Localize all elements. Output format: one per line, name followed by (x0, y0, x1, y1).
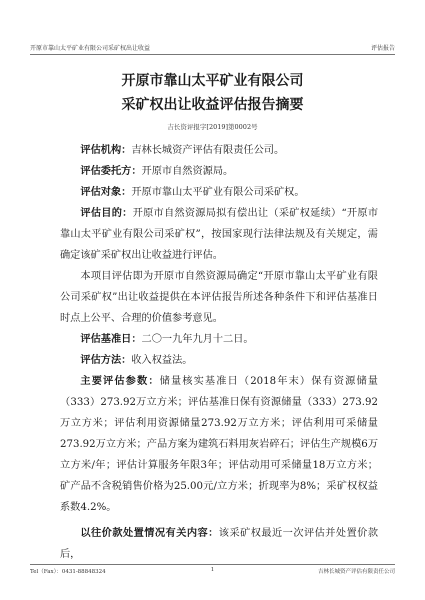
header-right: 评估报告 (370, 45, 395, 52)
para-client: 评估委托方：开原市自然资源局。 (80, 165, 234, 177)
object-value: 开原市靠山太平矿业有限公司采矿权。 (131, 187, 305, 198)
date-value: 二〇一九年九月十二日。 (141, 334, 254, 345)
org-label: 评估机构 (80, 144, 122, 156)
para-params: 主要评估参数：储量核实基准日（2018年末）保有资源储量（333）273.92万立方米；评估基准日保有资源储量（333）273.92万立方米；评估利用资源储量273.92万立方米；评估利用可采储量273.92万立方米；产品方案为建筑石料用灰岩碎石；评估生产规模6万立方米/年；评估计算服务年限3年；评估动用可采储量18万立方米；矿产品不含税销售价格为25.00元/立方米；折现率为8%；采矿权权益系数4.2%。 (60, 375, 378, 513)
para-history: 以往价款处置情况有关内容：该采矿权最近一次评估并处置价款后， (60, 527, 379, 560)
method-value: 收入权益法。 (131, 355, 193, 366)
method-label: 评估方法 (80, 354, 122, 366)
para-description: 本项目评估即为开原市自然资源局确定“开原市靠山太平矿业有限公司采矿权”出让收益提供在本评估报告所述各种条件下和评估基准日时点上公平、合理的价值参考意见。 (60, 271, 378, 324)
purpose-label: 评估目的 (80, 207, 123, 219)
title-line-2: 采矿权出让收益评估报告摘要 (121, 97, 304, 113)
org-value: 吉林长城资产评估有限责任公司。 (131, 145, 285, 156)
para-date: 评估基准日：二〇一九年九月十二日。 (80, 333, 254, 345)
page-header (30, 42, 395, 55)
client-value: 开原市自然资源局。 (141, 166, 234, 177)
para-org: 评估机构：吉林长城资产评估有限责任公司。 (80, 144, 285, 156)
history-label: 以往价款处置情况有关内容 (80, 527, 209, 539)
client-label: 评估委托方 (80, 165, 132, 177)
params-label: 主要评估参数 (80, 375, 149, 387)
footer-tel: Tel（Fax）：0431-88848324 (30, 569, 106, 575)
date-label: 评估基准日 (80, 333, 132, 345)
para-purpose: 评估目的：开原市自然资源局拟有偿出让（采矿权延续）“开原市靠山太平矿业有限公司采矿权”，按国家现行法律法规及有关规定，需确定该矿采矿权出让收益进行评估。 (60, 207, 379, 261)
object-label: 评估对象 (80, 186, 122, 198)
summary-body (60, 140, 378, 565)
purpose-value: 开原市自然资源局拟有偿出让（采矿权延续）“开原市靠山太平矿业有限公司采矿权”，按国家现行法律法规及有关规定，需确定该矿采矿权出让收益进行评估。 (60, 208, 379, 261)
params-value: 储量核实基准日（2018年末）保有资源储量（333）273.92万立方米；评估基准日保有资源储量（333）273.92万立方米；评估利用资源储量273.92万立方米；评估利用可采储量273.92万立方米；产品方案为建筑石料用灰岩碎石；评估生产规模6万立方米/年；评估计算服务年限3年；评估动用可采储量18万立方米；矿产品不含税销售价格为25.00元/立方米；折现率为8%；采矿权权益系数4.2%。 (60, 376, 378, 513)
title-line-1: 开原市靠山太平矿业有限公司 (121, 73, 304, 89)
para-method: 评估方法：收入权益法。 (80, 354, 193, 366)
header-left: 开原市靠山太平矿业有限公司采矿权出让收益 (30, 45, 151, 52)
page-footer (30, 564, 395, 575)
footer-company: 吉林长城资产评估有限责任公司 (317, 569, 395, 575)
history-value: 该采矿权最近一次评估并处置价款后， (60, 528, 379, 560)
doc-number: 吉长资评报字[2019]第0002号 (167, 123, 258, 131)
page-number: 1 (210, 567, 215, 573)
para-object: 评估对象：开原市靠山太平矿业有限公司采矿权。 (80, 186, 305, 198)
